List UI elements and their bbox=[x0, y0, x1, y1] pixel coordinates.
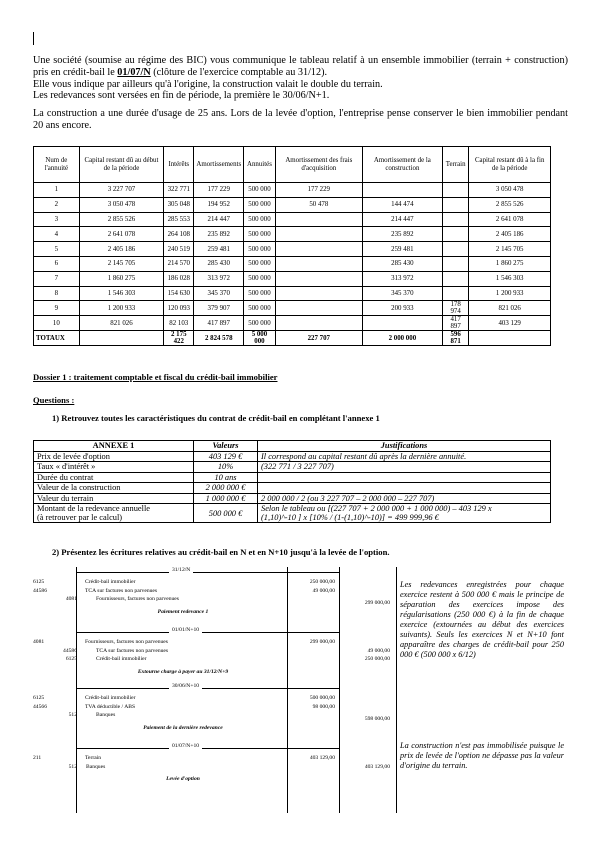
account-number: 6125 bbox=[33, 579, 45, 585]
table-row bbox=[34, 183, 551, 198]
journal-divider bbox=[287, 567, 288, 813]
comment-construction: La construction n'est pas immobilisée puisque le prix de levée de l'option ne dépasse pas la valeur d'origine du terrain. bbox=[400, 741, 564, 770]
table-cell bbox=[275, 286, 362, 301]
account-number: 44566 bbox=[33, 703, 47, 710]
table-cell: 177 229 bbox=[275, 183, 362, 198]
credit-amount: 299 000,00 bbox=[364, 600, 390, 606]
account-number: 44586 bbox=[33, 587, 47, 594]
journal-divider bbox=[339, 567, 340, 813]
account-label: Crédit-bail immobilier bbox=[85, 695, 136, 701]
credit-amount: 598 000,00 bbox=[364, 716, 390, 722]
annexe-label: Prix de levée d'option bbox=[34, 451, 194, 462]
account-label: TCA sur factures non parvenues bbox=[96, 647, 169, 654]
table-cell: 2 641 078 bbox=[469, 212, 551, 227]
table-cell: 305 048 bbox=[164, 197, 194, 212]
table-cell: 417 897 bbox=[442, 316, 468, 331]
table-total-cell: 227 707 bbox=[275, 331, 362, 346]
table-cell: 2 641 078 bbox=[79, 227, 163, 242]
table-row bbox=[34, 227, 551, 242]
text-cursor bbox=[33, 32, 34, 45]
table-cell: 7 bbox=[34, 271, 80, 286]
journal-date: 01/07/N+10 bbox=[169, 743, 202, 749]
table-header-cell: Capital restant dû au début de la période bbox=[79, 147, 163, 183]
annexe-row bbox=[34, 493, 551, 504]
table-cell: 500 000 bbox=[244, 197, 276, 212]
contract-date: 01/07/N bbox=[117, 66, 151, 78]
annexe-label: Montant de la redevance annuelle (à retrouver par le calcul) bbox=[34, 504, 194, 523]
annexe-header-values: Valeurs bbox=[194, 441, 258, 452]
annexe-value: 500 000 € bbox=[194, 504, 258, 523]
annexe-label: Valeur du terrain bbox=[34, 493, 194, 504]
debit-amount: 403 129,00 bbox=[309, 755, 335, 761]
table-cell: 3 227 707 bbox=[79, 183, 163, 198]
table-cell: 500 000 bbox=[244, 316, 276, 331]
table-cell: 1 860 275 bbox=[79, 271, 163, 286]
table-row bbox=[34, 242, 551, 257]
table-header-cell: Terrain bbox=[442, 147, 468, 183]
account-label: Crédit-bail immobilier bbox=[96, 656, 147, 662]
table-cell: 214 570 bbox=[164, 256, 194, 271]
table-cell: 2 855 526 bbox=[469, 197, 551, 212]
debit-amount: 98 000,00 bbox=[312, 703, 335, 710]
intro-paragraph-1: Une société (soumise au régime des BIC) vous communique le tableau relatif à un ensemble immobilier (terrain + construction) pris en crédit-bail le 01/07/N (clôture de l'exercice comptable au 31/12). bbox=[33, 55, 568, 78]
table-cell: 2 bbox=[34, 197, 80, 212]
table-cell bbox=[362, 316, 442, 331]
table-cell: 345 370 bbox=[194, 286, 244, 301]
table-cell: 214 447 bbox=[194, 212, 244, 227]
table-cell: 500 000 bbox=[244, 286, 276, 301]
annexe-value: 403 129 € bbox=[194, 451, 258, 462]
table-cell: 240 519 bbox=[164, 242, 194, 257]
annexe-header-justifications: Justifications bbox=[258, 441, 551, 452]
annexe-justification: Selon le tableau ou [(227 707 + 2 000 000 + 1 000 000) – 403 129 x (1,10)^-10 ] x [10% / (1-(1,10)^-10)] = 499 999,96 € bbox=[258, 504, 551, 523]
table-cell: 322 771 bbox=[164, 183, 194, 198]
comment-regularisation: Les redevances enregistrées pour chaque exercice restent à 500 000 € mais le principe de séparation des exercices impose des régularisations (250 000 €) à la fin de chaque exercice (extournées au début des exercices suivants). Seuls les exercices N et N+10 font apparaître des charges de crédit-bail pour 250 000 € (500 000 x 6/12) bbox=[400, 580, 564, 659]
annexe-value: 1 000 000 € bbox=[194, 493, 258, 504]
journal-date-line bbox=[76, 688, 339, 689]
table-cell bbox=[442, 242, 468, 257]
account-label: Banques bbox=[96, 712, 116, 718]
annexe-label: Valeur de la construction bbox=[34, 483, 194, 494]
annexe-header-label: ANNEXE 1 bbox=[34, 441, 194, 452]
table-header-cell: Num de l'annuité bbox=[34, 147, 80, 183]
table-cell: 10 bbox=[34, 316, 80, 331]
table-cell: 1 bbox=[34, 183, 80, 198]
journal-date: 31/12/N bbox=[169, 567, 193, 573]
table-cell: 8 bbox=[34, 286, 80, 301]
table-cell: 259 481 bbox=[194, 242, 244, 257]
table-cell bbox=[275, 316, 362, 331]
table-cell: 1 860 275 bbox=[469, 256, 551, 271]
account-number: 4081 bbox=[65, 596, 77, 602]
table-cell: 2 405 186 bbox=[469, 227, 551, 242]
annexe-value: 2 000 000 € bbox=[194, 483, 258, 494]
account-number: 6125 bbox=[33, 695, 45, 701]
annexe-row bbox=[34, 472, 551, 483]
table-row bbox=[34, 212, 551, 227]
table-cell bbox=[442, 183, 468, 198]
table-total-cell: 596 871 bbox=[442, 331, 468, 346]
journal-date-line bbox=[76, 748, 339, 749]
annexe-justification: Il correspond au capital restant dû après la dernière annuité. bbox=[258, 451, 551, 462]
annexe-row bbox=[34, 483, 551, 494]
table-cell: 259 481 bbox=[362, 242, 442, 257]
table-cell: 2 855 526 bbox=[79, 212, 163, 227]
table-cell bbox=[442, 286, 468, 301]
table-cell bbox=[442, 271, 468, 286]
intro-paragraph-3: Les redevances sont versées en fin de période, la première le 30/06/N+1. bbox=[33, 90, 330, 102]
table-row bbox=[34, 271, 551, 286]
account-label: Fournisseurs, factures non parvenues bbox=[96, 596, 179, 602]
account-label: Terrain bbox=[85, 755, 102, 761]
annexe-justification: (322 771 / 3 227 707) bbox=[258, 462, 551, 473]
account-label: Banques bbox=[86, 763, 106, 770]
table-cell: 379 907 bbox=[194, 301, 244, 316]
table-header-cell: Amortissement des frais d'acquisition bbox=[275, 147, 362, 183]
table-cell: 417 897 bbox=[194, 316, 244, 331]
journal-date-line bbox=[76, 632, 339, 633]
annexe-label: Taux « d'intérêt » bbox=[34, 462, 194, 473]
account-number: 4081 bbox=[33, 639, 45, 645]
table-header-cell: Amortissement de la construction bbox=[362, 147, 442, 183]
table-cell: 313 972 bbox=[362, 271, 442, 286]
table-cell: 235 892 bbox=[194, 227, 244, 242]
table-cell: 1 200 933 bbox=[469, 286, 551, 301]
table-cell: 345 370 bbox=[362, 286, 442, 301]
annexe-label: Durée du contrat bbox=[34, 472, 194, 483]
table-cell bbox=[442, 256, 468, 271]
table-cell: 500 000 bbox=[244, 256, 276, 271]
annexe-justification bbox=[258, 472, 551, 483]
table-cell: 1 546 303 bbox=[79, 286, 163, 301]
annexe-justification: 2 000 000 / 2 (ou 3 227 707 – 2 000 000 – 227 707) bbox=[258, 493, 551, 504]
table-cell: 2 145 705 bbox=[79, 256, 163, 271]
annexe-value: 10% bbox=[194, 462, 258, 473]
table-cell: 1 546 303 bbox=[469, 271, 551, 286]
table-total-cell: TOTAUX bbox=[34, 331, 80, 346]
table-cell bbox=[275, 271, 362, 286]
questions-title: Questions : bbox=[33, 395, 75, 405]
table-cell: 214 447 bbox=[362, 212, 442, 227]
debit-amount: 500 000,00 bbox=[309, 695, 335, 701]
table-cell: 500 000 bbox=[244, 227, 276, 242]
annexe-row bbox=[34, 451, 551, 462]
table-header-cell: Capital restant dû à la fin de la période bbox=[469, 147, 551, 183]
annexe-row bbox=[34, 462, 551, 473]
table-row bbox=[34, 256, 551, 271]
table-cell: 6 bbox=[34, 256, 80, 271]
question-1: 1) Retrouvez toutes les caractéristiques du contrat de crédit-bail en complétant l'annexe 1 bbox=[52, 413, 380, 423]
table-cell: 285 430 bbox=[194, 256, 244, 271]
table-cell: 500 000 bbox=[244, 183, 276, 198]
table-cell: 2 405 186 bbox=[79, 242, 163, 257]
account-label: Fournisseurs, factures non parvenues bbox=[85, 639, 168, 645]
table-total-cell bbox=[79, 331, 163, 346]
debit-amount: 299 000,00 bbox=[309, 639, 335, 645]
annexe-row-redevance bbox=[34, 504, 551, 523]
table-cell bbox=[442, 197, 468, 212]
table-row bbox=[34, 316, 551, 331]
entry-caption: Paiement redevance 1 bbox=[157, 608, 209, 615]
table-cell: 235 892 bbox=[362, 227, 442, 242]
table-cell: 403 129 bbox=[469, 316, 551, 331]
table-cell: 5 bbox=[34, 242, 80, 257]
account-number: 6125 bbox=[65, 656, 77, 662]
account-number: 512 bbox=[68, 712, 77, 718]
table-total-cell: 2 175 422 bbox=[164, 331, 194, 346]
account-label: TVA déductible / ABS bbox=[85, 703, 136, 710]
intro-text bbox=[33, 55, 568, 132]
journal-date: 30/06/N+10 bbox=[169, 683, 202, 689]
table-cell: 2 145 705 bbox=[469, 242, 551, 257]
table-total-row bbox=[34, 331, 551, 346]
journal-entries bbox=[33, 567, 397, 813]
table-cell: 821 026 bbox=[469, 301, 551, 316]
account-number: 512 bbox=[68, 763, 77, 770]
intro-paragraph-4: La construction a une durée d'usage de 25 ans. Lors de la levée d'option, l'entreprise pense conserver le bien immobilier pendant 20 ans encore. bbox=[33, 108, 568, 131]
credit-bail-table bbox=[33, 146, 551, 346]
table-cell: 500 000 bbox=[244, 212, 276, 227]
entry-caption: Extourne charge à payer au 31/12/N+9 bbox=[137, 668, 229, 675]
table-cell bbox=[442, 212, 468, 227]
table-cell: 264 108 bbox=[164, 227, 194, 242]
table-cell: 82 103 bbox=[164, 316, 194, 331]
table-cell: 3 050 478 bbox=[79, 197, 163, 212]
table-cell bbox=[275, 242, 362, 257]
table-cell: 154 630 bbox=[164, 286, 194, 301]
debit-amount: 49 000,00 bbox=[312, 587, 335, 594]
table-cell: 194 952 bbox=[194, 197, 244, 212]
table-cell: 313 972 bbox=[194, 271, 244, 286]
question-2: 2) Présentez les écritures relatives au crédit-bail en N et en N+10 jusqu'à la levée de l'option. bbox=[52, 547, 390, 557]
table-cell: 200 933 bbox=[362, 301, 442, 316]
table-cell: 500 000 bbox=[244, 271, 276, 286]
table-header-cell: Annuités bbox=[244, 147, 276, 183]
table-cell bbox=[275, 212, 362, 227]
annexe-justification bbox=[258, 483, 551, 494]
table-cell: 120 093 bbox=[164, 301, 194, 316]
table-cell: 821 026 bbox=[79, 316, 163, 331]
credit-amount: 250 000,00 bbox=[364, 656, 390, 662]
table-cell bbox=[442, 227, 468, 242]
journal-date: 01/01/N+10 bbox=[169, 627, 202, 633]
credit-amount: 403 129,00 bbox=[364, 763, 390, 770]
table-cell: 285 430 bbox=[362, 256, 442, 271]
intro-paragraph-2: Elle vous indique par ailleurs qu'à l'origine, la construction valait le double du terrain. bbox=[33, 78, 383, 90]
account-label: TCA sur factures non parvenues bbox=[85, 587, 158, 594]
table-total-cell: 5 000 000 bbox=[244, 331, 276, 346]
table-cell: 3 050 478 bbox=[469, 183, 551, 198]
table-row bbox=[34, 301, 551, 316]
table-cell bbox=[275, 256, 362, 271]
table-cell: 500 000 bbox=[244, 242, 276, 257]
table-cell: 4 bbox=[34, 227, 80, 242]
credit-amount: 49 000,00 bbox=[367, 647, 390, 654]
table-cell: 3 bbox=[34, 212, 80, 227]
dossier-title: Dossier 1 : traitement comptable et fiscal du crédit-bail immobilier bbox=[33, 372, 278, 382]
journal-date-line bbox=[76, 572, 339, 573]
table-cell: 50 478 bbox=[275, 197, 362, 212]
account-label: Crédit-bail immobilier bbox=[85, 579, 136, 585]
table-header-cell: Amortissements bbox=[194, 147, 244, 183]
table-total-cell: 2 000 000 bbox=[362, 331, 442, 346]
table-header-cell: Intérêts bbox=[164, 147, 194, 183]
table-cell bbox=[275, 301, 362, 316]
table-cell: 500 000 bbox=[244, 301, 276, 316]
table-total-cell bbox=[469, 331, 551, 346]
table-cell bbox=[275, 227, 362, 242]
table-cell bbox=[362, 183, 442, 198]
table-cell: 9 bbox=[34, 301, 80, 316]
table-row bbox=[34, 286, 551, 301]
table-total-cell: 2 824 578 bbox=[194, 331, 244, 346]
annexe-1-table bbox=[33, 440, 551, 523]
entry-caption: Paiement de la dernière redevance bbox=[143, 724, 223, 731]
table-cell: 144 474 bbox=[362, 197, 442, 212]
table-cell: 178 974 bbox=[442, 301, 468, 316]
journal-divider bbox=[76, 567, 77, 813]
table-cell: 186 028 bbox=[164, 271, 194, 286]
annexe-value: 10 ans bbox=[194, 472, 258, 483]
debit-amount: 250 000,00 bbox=[309, 579, 335, 585]
table-cell: 1 200 933 bbox=[79, 301, 163, 316]
account-number: 44586 bbox=[63, 647, 77, 654]
table-cell: 285 553 bbox=[164, 212, 194, 227]
table-row bbox=[34, 197, 551, 212]
table-cell: 177 229 bbox=[194, 183, 244, 198]
entry-caption: Levée d'option bbox=[166, 776, 200, 782]
account-number: 211 bbox=[33, 755, 42, 761]
